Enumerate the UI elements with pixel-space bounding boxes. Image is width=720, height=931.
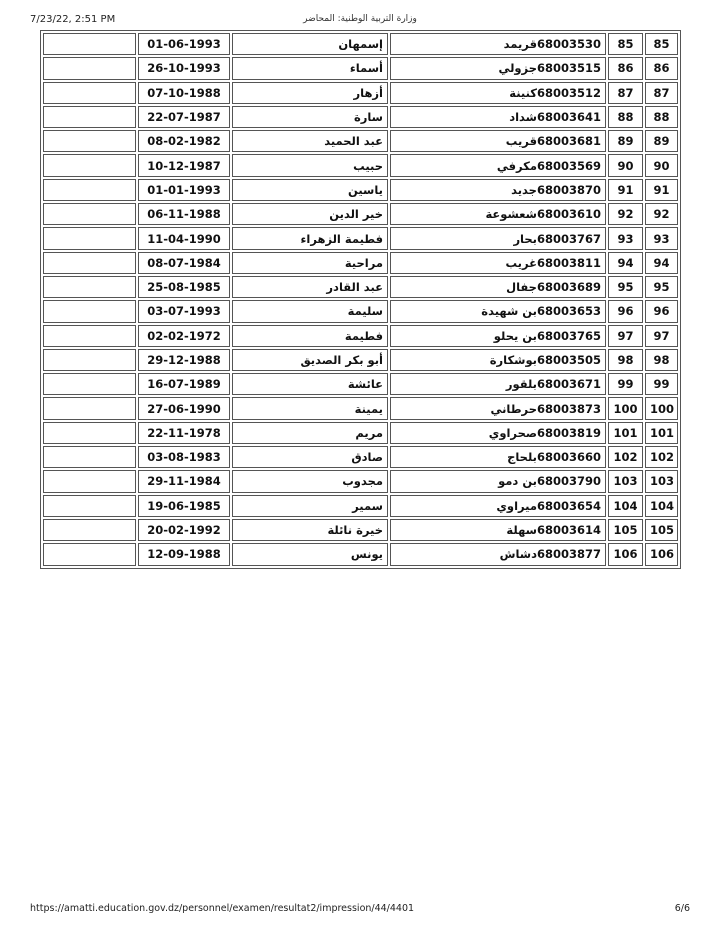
signature-cell bbox=[43, 446, 136, 468]
signature-cell bbox=[43, 154, 136, 176]
signature-cell bbox=[43, 82, 136, 104]
order-number-cell: 101 bbox=[608, 422, 643, 444]
first-name-cell: سارة bbox=[232, 106, 388, 128]
first-name-cell: فطيمة الزهراء bbox=[232, 227, 388, 249]
order-number-cell: 100 bbox=[608, 397, 643, 419]
birth-date-cell: 29-11-1984 bbox=[138, 470, 230, 492]
rank-cell: 99 bbox=[645, 373, 678, 395]
first-name-cell: يونس bbox=[232, 543, 388, 565]
order-number-cell: 103 bbox=[608, 470, 643, 492]
candidate-id: 68003660 bbox=[536, 450, 601, 465]
table-row bbox=[43, 227, 678, 249]
last-name-id-cell bbox=[390, 422, 606, 444]
last-name-id-cell bbox=[390, 106, 606, 128]
last-name-id-cell bbox=[390, 227, 606, 249]
rank-cell: 100 bbox=[645, 397, 678, 419]
table-row bbox=[43, 470, 678, 492]
last-name: ميراوي bbox=[496, 498, 537, 513]
rank-cell: 98 bbox=[645, 349, 678, 371]
birth-date-cell: 22-07-1987 bbox=[138, 106, 230, 128]
signature-cell bbox=[43, 422, 136, 444]
table-row bbox=[43, 422, 678, 444]
birth-date-cell: 08-02-1982 bbox=[138, 130, 230, 152]
last-name: مكرفي bbox=[496, 158, 537, 173]
rank-cell: 90 bbox=[645, 154, 678, 176]
table-row bbox=[43, 300, 678, 322]
rank-cell: 88 bbox=[645, 106, 678, 128]
candidate-id: 68003505 bbox=[536, 353, 601, 367]
table-row bbox=[43, 130, 678, 152]
last-name: بوشكارة bbox=[489, 353, 537, 367]
candidate-id: 68003767 bbox=[536, 231, 601, 246]
order-number-cell: 106 bbox=[608, 543, 643, 565]
rank-cell: 106 bbox=[645, 543, 678, 565]
last-name-id-cell bbox=[390, 203, 606, 225]
results-table-body bbox=[43, 33, 678, 566]
rank-cell: 92 bbox=[645, 203, 678, 225]
last-name-id-cell bbox=[390, 349, 606, 371]
last-name-id-cell bbox=[390, 300, 606, 322]
order-number-cell: 96 bbox=[608, 300, 643, 322]
first-name-cell: فطيمة bbox=[232, 325, 388, 347]
order-number-cell: 98 bbox=[608, 349, 643, 371]
last-name-id-cell bbox=[390, 82, 606, 104]
last-name-id-cell bbox=[390, 154, 606, 176]
candidate-id: 68003671 bbox=[536, 377, 601, 392]
last-name: كنينة bbox=[509, 85, 537, 100]
candidate-id: 68003614 bbox=[536, 523, 601, 538]
birth-date-cell: 07-10-1988 bbox=[138, 82, 230, 104]
birth-date-cell: 03-08-1983 bbox=[138, 446, 230, 468]
first-name-cell: أزهار bbox=[232, 82, 388, 104]
candidate-id: 68003870 bbox=[536, 182, 601, 197]
first-name-cell: إسمهان bbox=[232, 33, 388, 55]
table-row bbox=[43, 397, 678, 419]
order-number-cell: 104 bbox=[608, 495, 643, 517]
rank-cell: 95 bbox=[645, 276, 678, 298]
last-name-id-cell bbox=[390, 373, 606, 395]
first-name-cell: مجدوب bbox=[232, 470, 388, 492]
rank-cell: 89 bbox=[645, 130, 678, 152]
first-name-cell: سمير bbox=[232, 495, 388, 517]
signature-cell bbox=[43, 130, 136, 152]
rank-cell: 97 bbox=[645, 325, 678, 347]
signature-cell bbox=[43, 543, 136, 565]
last-name-id-cell bbox=[390, 446, 606, 468]
order-number-cell: 93 bbox=[608, 227, 643, 249]
last-name: غريب bbox=[505, 255, 537, 270]
table-row bbox=[43, 519, 678, 541]
rank-cell: 86 bbox=[645, 57, 678, 79]
signature-cell bbox=[43, 179, 136, 201]
birth-date-cell: 01-01-1993 bbox=[138, 179, 230, 201]
candidate-id: 68003790 bbox=[536, 474, 601, 489]
last-name-id-cell bbox=[390, 57, 606, 79]
first-name-cell: سليمة bbox=[232, 300, 388, 322]
birth-date-cell: 16-07-1989 bbox=[138, 373, 230, 395]
rank-cell: 105 bbox=[645, 519, 678, 541]
birth-date-cell: 22-11-1978 bbox=[138, 422, 230, 444]
last-name: بن شهيدة bbox=[481, 304, 537, 319]
candidate-id: 68003811 bbox=[536, 255, 601, 270]
page-number: 6/6 bbox=[674, 903, 690, 914]
candidate-id: 68003512 bbox=[536, 85, 601, 100]
birth-date-cell: 10-12-1987 bbox=[138, 154, 230, 176]
last-name-id-cell bbox=[390, 543, 606, 565]
last-name-id-cell bbox=[390, 252, 606, 274]
rank-cell: 85 bbox=[645, 33, 678, 55]
birth-date-cell: 29-12-1988 bbox=[138, 349, 230, 371]
candidate-id: 68003653 bbox=[536, 304, 601, 319]
table-row bbox=[43, 106, 678, 128]
order-number-cell: 94 bbox=[608, 252, 643, 274]
table-row bbox=[43, 33, 678, 55]
table-row bbox=[43, 349, 678, 371]
signature-cell bbox=[43, 252, 136, 274]
birth-date-cell: 12-09-1988 bbox=[138, 543, 230, 565]
last-name-id-cell bbox=[390, 470, 606, 492]
birth-date-cell: 02-02-1972 bbox=[138, 325, 230, 347]
last-name: قريمد bbox=[503, 37, 537, 52]
order-number-cell: 97 bbox=[608, 325, 643, 347]
last-name: بلحاج bbox=[507, 450, 537, 465]
first-name-cell: خيرة نائلة bbox=[232, 519, 388, 541]
birth-date-cell: 08-07-1984 bbox=[138, 252, 230, 274]
last-name-id-cell bbox=[390, 179, 606, 201]
order-number-cell: 85 bbox=[608, 33, 643, 55]
last-name-id-cell bbox=[390, 276, 606, 298]
birth-date-cell: 19-06-1985 bbox=[138, 495, 230, 517]
table-row bbox=[43, 325, 678, 347]
first-name-cell: مريم bbox=[232, 422, 388, 444]
rank-cell: 87 bbox=[645, 82, 678, 104]
signature-cell bbox=[43, 57, 136, 79]
table-row bbox=[43, 154, 678, 176]
signature-cell bbox=[43, 300, 136, 322]
candidate-id: 68003569 bbox=[536, 158, 601, 173]
candidate-id: 68003654 bbox=[536, 498, 601, 513]
first-name-cell: أسماء bbox=[232, 57, 388, 79]
first-name-cell: عبد الحميد bbox=[232, 130, 388, 152]
signature-cell bbox=[43, 106, 136, 128]
table-row bbox=[43, 252, 678, 274]
table-row bbox=[43, 203, 678, 225]
signature-cell bbox=[43, 227, 136, 249]
birth-date-cell: 27-06-1990 bbox=[138, 397, 230, 419]
order-number-cell: 88 bbox=[608, 106, 643, 128]
last-name-id-cell bbox=[390, 519, 606, 541]
results-table-container bbox=[40, 30, 681, 569]
birth-date-cell: 03-07-1993 bbox=[138, 300, 230, 322]
footer-url: https://amatti.education.gov.dz/personnel/examen/resultat2/impression/44/4401 bbox=[30, 903, 415, 914]
last-name-id-cell bbox=[390, 397, 606, 419]
page-header-title: وزارة التربية الوطنية: المحاضر bbox=[303, 14, 417, 24]
table-row bbox=[43, 373, 678, 395]
candidate-id: 68003681 bbox=[536, 134, 601, 149]
birth-date-cell: 25-08-1985 bbox=[138, 276, 230, 298]
last-name: جفال bbox=[506, 280, 537, 295]
candidate-id: 68003819 bbox=[536, 425, 601, 440]
order-number-cell: 90 bbox=[608, 154, 643, 176]
signature-cell bbox=[43, 325, 136, 347]
last-name: بن يحلو bbox=[493, 328, 537, 343]
table-row bbox=[43, 179, 678, 201]
last-name: شعشوعة bbox=[485, 207, 537, 222]
candidate-id: 68003689 bbox=[536, 280, 601, 295]
last-name: جديد bbox=[511, 182, 537, 197]
candidate-id: 68003877 bbox=[536, 547, 601, 562]
order-number-cell: 89 bbox=[608, 130, 643, 152]
signature-cell bbox=[43, 470, 136, 492]
signature-cell bbox=[43, 203, 136, 225]
signature-cell bbox=[43, 349, 136, 371]
order-number-cell: 105 bbox=[608, 519, 643, 541]
birth-date-cell: 11-04-1990 bbox=[138, 227, 230, 249]
first-name-cell: خير الدين bbox=[232, 203, 388, 225]
candidate-id: 68003641 bbox=[536, 110, 601, 125]
signature-cell bbox=[43, 495, 136, 517]
rank-cell: 102 bbox=[645, 446, 678, 468]
order-number-cell: 102 bbox=[608, 446, 643, 468]
last-name: بلقور bbox=[505, 377, 537, 392]
last-name: شداد bbox=[509, 110, 537, 125]
birth-date-cell: 06-11-1988 bbox=[138, 203, 230, 225]
rank-cell: 94 bbox=[645, 252, 678, 274]
signature-cell bbox=[43, 519, 136, 541]
rank-cell: 103 bbox=[645, 470, 678, 492]
results-table bbox=[40, 30, 681, 569]
rank-cell: 96 bbox=[645, 300, 678, 322]
signature-cell bbox=[43, 397, 136, 419]
table-row bbox=[43, 543, 678, 565]
last-name: بن دمو bbox=[498, 474, 537, 489]
candidate-id: 68003610 bbox=[536, 207, 601, 222]
candidate-id: 68003530 bbox=[536, 37, 601, 52]
candidate-id: 68003873 bbox=[536, 401, 601, 416]
order-number-cell: 95 bbox=[608, 276, 643, 298]
first-name-cell: مراحية bbox=[232, 252, 388, 274]
rank-cell: 93 bbox=[645, 227, 678, 249]
last-name-id-cell bbox=[390, 495, 606, 517]
first-name-cell: عبد القادر bbox=[232, 276, 388, 298]
signature-cell bbox=[43, 33, 136, 55]
birth-date-cell: 01-06-1993 bbox=[138, 33, 230, 55]
birth-date-cell: 26-10-1993 bbox=[138, 57, 230, 79]
last-name-id-cell bbox=[390, 325, 606, 347]
first-name-cell: عائشة bbox=[232, 373, 388, 395]
rank-cell: 101 bbox=[645, 422, 678, 444]
rank-cell: 91 bbox=[645, 179, 678, 201]
order-number-cell: 87 bbox=[608, 82, 643, 104]
candidate-id: 68003515 bbox=[536, 61, 601, 76]
last-name: سهلة bbox=[506, 523, 537, 538]
first-name-cell: ياسين bbox=[232, 179, 388, 201]
table-row bbox=[43, 57, 678, 79]
last-name: بحار bbox=[513, 231, 537, 246]
first-name-cell: أبو بكر الصديق bbox=[232, 349, 388, 371]
last-name: قريب bbox=[505, 134, 537, 149]
signature-cell bbox=[43, 276, 136, 298]
rank-cell: 104 bbox=[645, 495, 678, 517]
first-name-cell: يمينة bbox=[232, 397, 388, 419]
candidate-id: 68003765 bbox=[536, 328, 601, 343]
order-number-cell: 86 bbox=[608, 57, 643, 79]
last-name: صحراوي bbox=[488, 425, 537, 440]
last-name-id-cell bbox=[390, 33, 606, 55]
order-number-cell: 92 bbox=[608, 203, 643, 225]
last-name: حرطاني bbox=[490, 401, 537, 416]
signature-cell bbox=[43, 373, 136, 395]
first-name-cell: حبيب bbox=[232, 154, 388, 176]
table-row bbox=[43, 495, 678, 517]
order-number-cell: 99 bbox=[608, 373, 643, 395]
table-row bbox=[43, 82, 678, 104]
first-name-cell: صادق bbox=[232, 446, 388, 468]
order-number-cell: 91 bbox=[608, 179, 643, 201]
last-name: دشاش bbox=[499, 547, 537, 562]
table-row bbox=[43, 446, 678, 468]
last-name: جزولي bbox=[498, 61, 537, 76]
last-name-id-cell bbox=[390, 130, 606, 152]
birth-date-cell: 20-02-1992 bbox=[138, 519, 230, 541]
print-datetime: 7/23/22, 2:51 PM bbox=[30, 14, 116, 25]
table-row bbox=[43, 276, 678, 298]
